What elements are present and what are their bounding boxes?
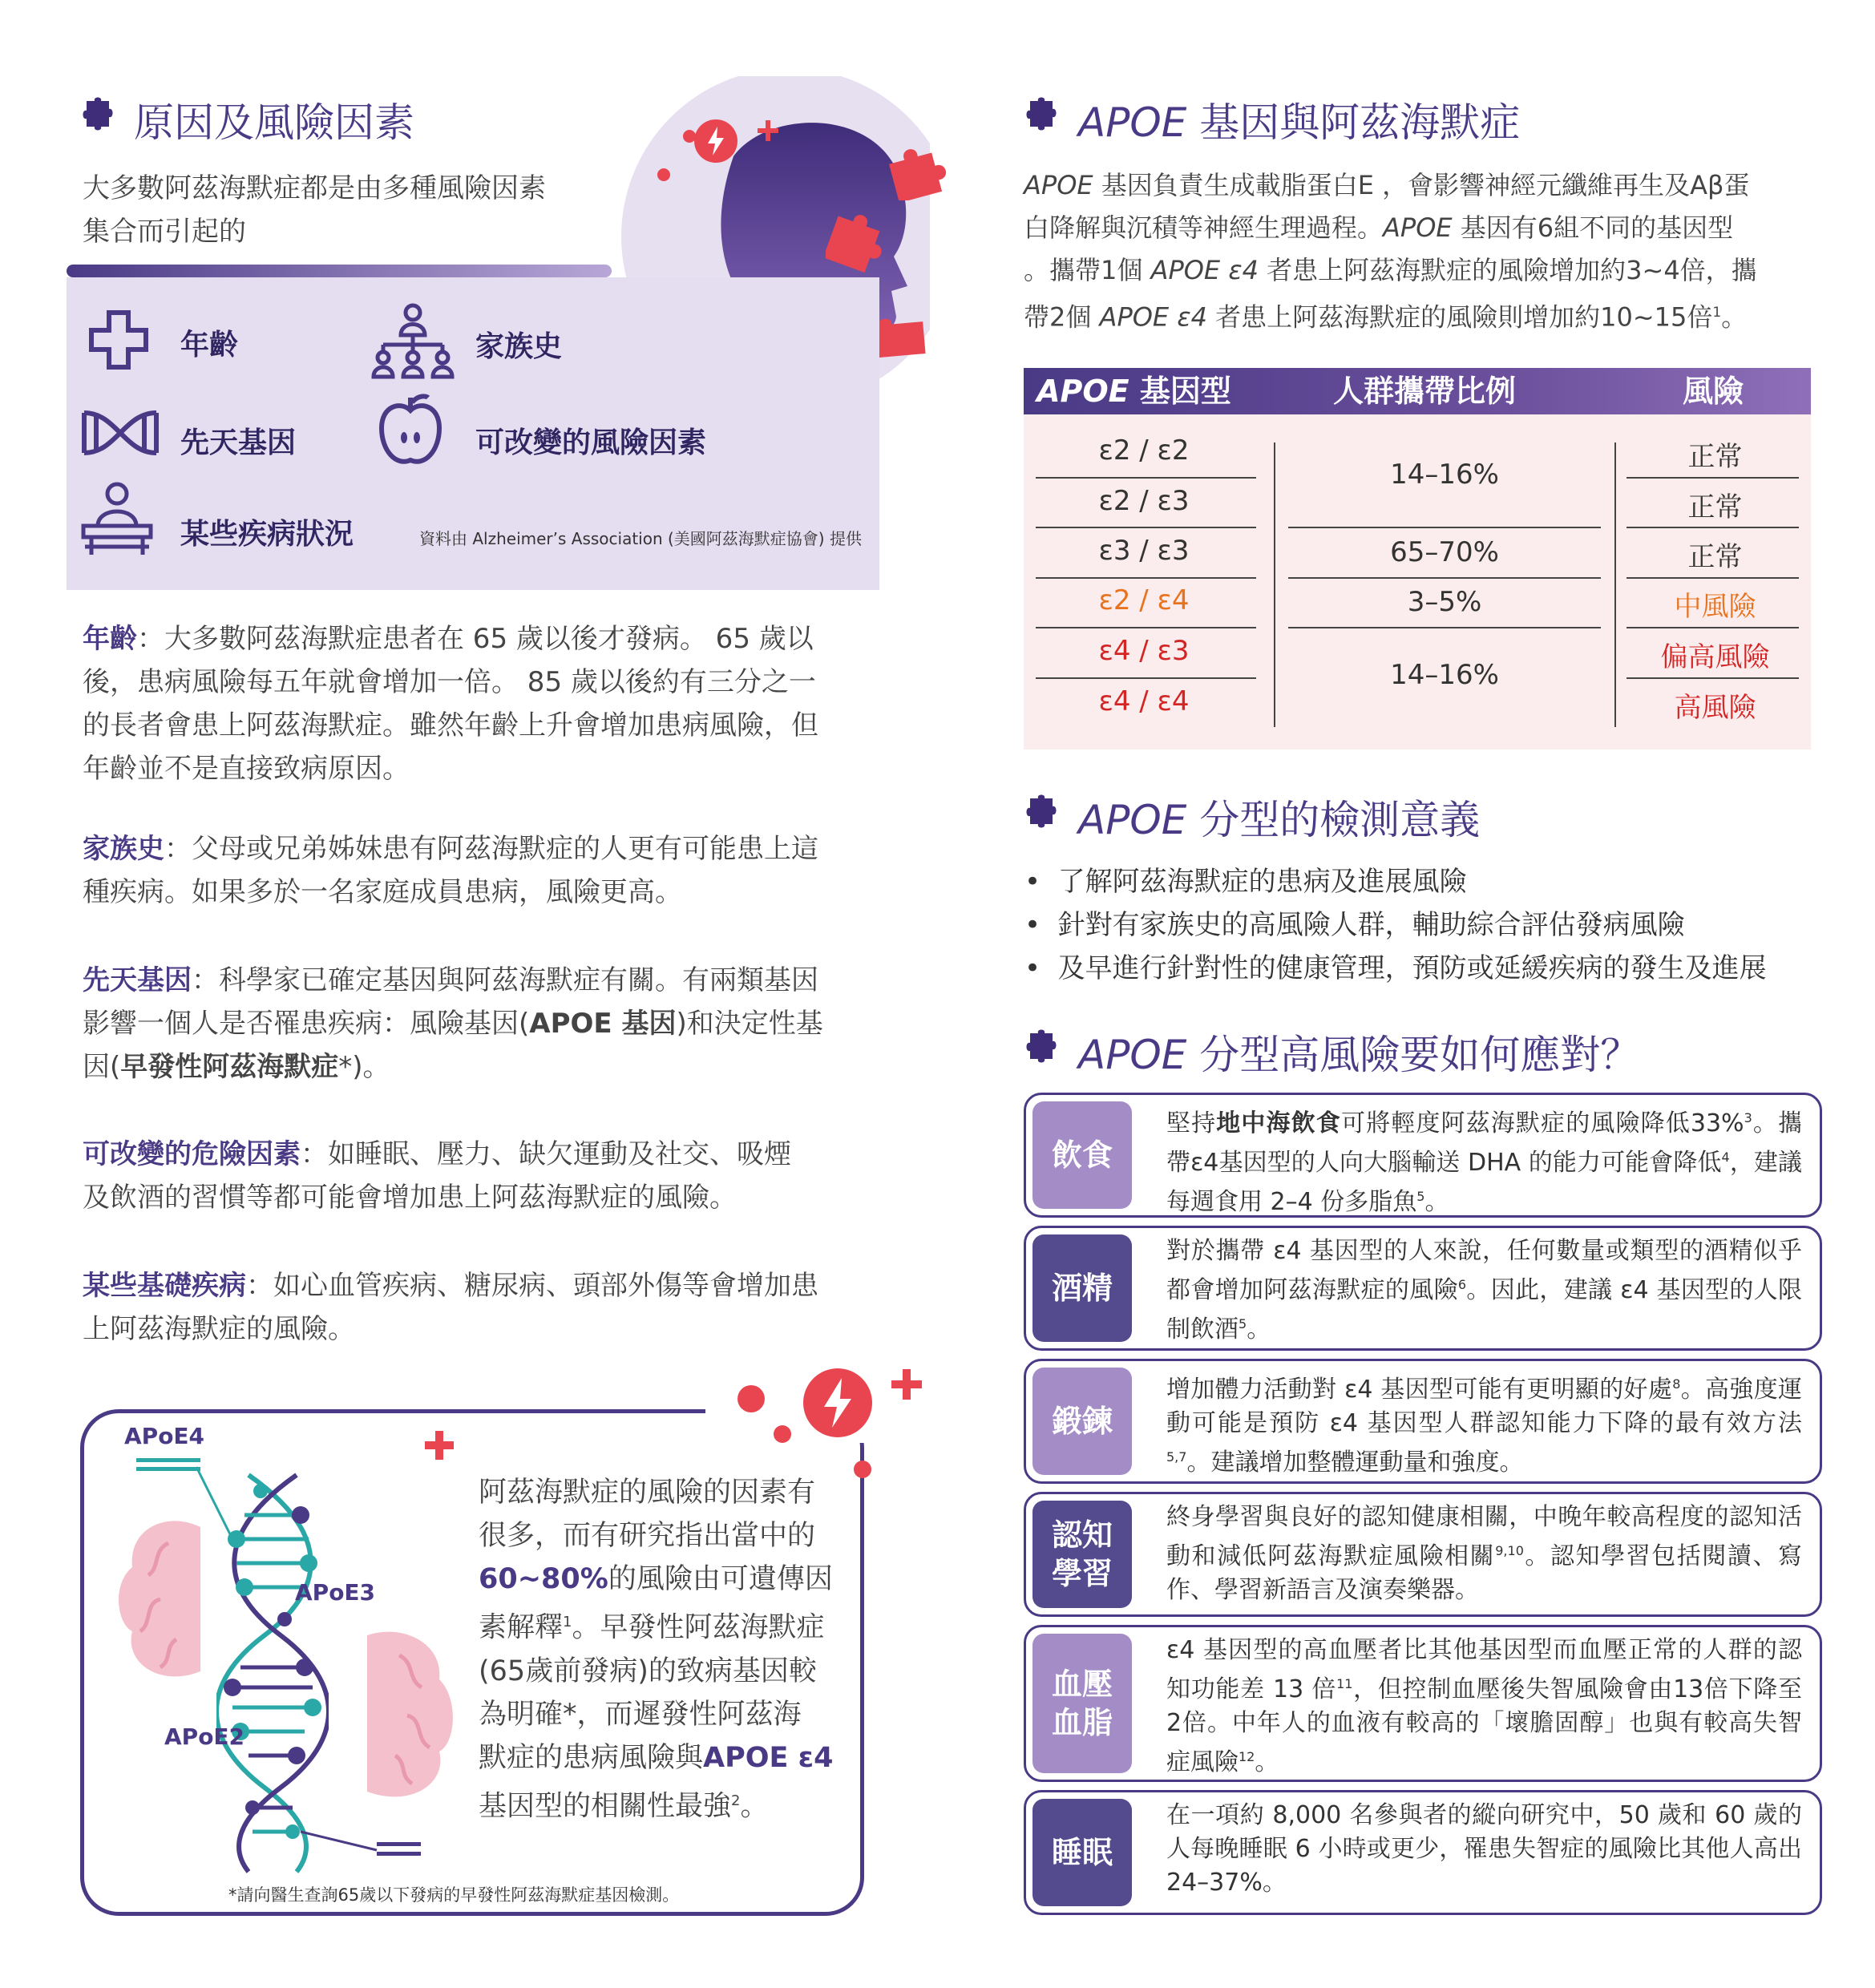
dna-text-line: 。 (740, 1790, 769, 1823)
card-text (1166, 1501, 1802, 1607)
puzzle-piece-icon (888, 144, 952, 204)
apoe-italic: APOE ε4 (1099, 301, 1207, 333)
row-divider (1288, 577, 1601, 579)
risk-cell: 正常 (1687, 491, 1743, 523)
card-text-part: ，但控制血壓後失智風險會由13倍下降至2倍。中年人的血液有較高的「壞膽固醇」也與有較高失智症風險 (1166, 1675, 1802, 1776)
dna-footnote: *請向醫生查詢65歲以下發病的早發性阿茲海默症基因檢測。 (228, 1885, 680, 1905)
dna-text-line: 的風險由可遺傳因 (608, 1563, 833, 1595)
row-divider (1036, 627, 1256, 628)
factor-family: 家族史 (475, 330, 563, 363)
card-label: 血壓血脂 (1032, 1634, 1132, 1773)
para-line: *)。 (338, 1051, 390, 1083)
card-label: 認知學習 (1032, 1501, 1132, 1608)
dna-text-line: 阿茲海默症的風險的因素有 (479, 1477, 816, 1509)
genotype-table-body (1024, 414, 1811, 750)
dna-highlight: APOE ε4 (703, 1741, 834, 1774)
para-label: 某些基礎疾病 (83, 1270, 246, 1302)
para-bold: APOE 基因 (529, 1008, 677, 1040)
row-divider (1626, 577, 1799, 579)
card-superscript: 9,10 (1495, 1543, 1524, 1558)
para-line: 上阿茲海默症的風險。 (83, 1313, 355, 1345)
card-superscript: 6 (1457, 1277, 1467, 1292)
puzzle-bullet-icon (1022, 96, 1057, 131)
red-dot-icon (854, 1461, 871, 1478)
para-line: 種疾病。如果多於一名家庭成員患病，風險更高。 (83, 876, 682, 908)
row-divider (1626, 527, 1799, 528)
dna-label-apoe4: APoE4 (124, 1423, 205, 1449)
row-divider (1626, 627, 1799, 628)
para-line: ：如睡眠、壓力、缺欠運動及社交、吸煙 (301, 1138, 791, 1170)
puzzle-bullet-icon (1022, 1028, 1057, 1064)
risk-cell: 中風險 (1674, 591, 1756, 623)
card-label: 酒精 (1032, 1234, 1132, 1342)
causes-intro-line: 集合而引起的 (83, 216, 246, 248)
para-line: )和決定性基 (676, 1008, 823, 1040)
plus-icon (425, 1431, 454, 1460)
factor-modifiable: 可改變的風險因素 (475, 426, 707, 459)
th-text: 基因型 (1129, 374, 1231, 409)
card-text-part: 。認知學習包括閱讀、寫作、學習新語言及演奏樂器。 (1166, 1542, 1803, 1604)
apoe-text: 帶2個 (1024, 301, 1100, 333)
dna-text-line: 為明確*，而遲發性阿茲海 (479, 1698, 802, 1731)
section-title-testing (1078, 788, 1480, 846)
card-text (1166, 1368, 1802, 1480)
para-line: ：大多數阿茲海默症患者在 65 歲以後才發病。 65 歲以 (137, 623, 814, 655)
card-text-part: 增加體力活動對 ε4 基因型可能有更明顯的好處 (1166, 1376, 1673, 1404)
genotype-cell: ε3 / ε3 (1098, 535, 1190, 567)
col-divider (1274, 442, 1275, 727)
para-line: 的長者會患上阿茲海默症。雖然年齡上升會增加患病風險，但 (83, 709, 818, 741)
card-text-part: 。 (1255, 1748, 1279, 1776)
para-line: 因( (83, 1051, 121, 1083)
teal-lines-icon (136, 1457, 200, 1473)
card-text: 在一項約 8,000 名參與者的縱向研究中，50 歲和 60 歲的人每晚睡眠 6 小時或更少，罹患失智症的風險比其他人高出 24–37%。 (1166, 1801, 1802, 1897)
card-text-part: 。 (1247, 1315, 1271, 1344)
apoe-text: 基因負責生成載脂蛋白E ，會影響神經元纖維再生及Aβ蛋 (1093, 170, 1750, 200)
apoe-superscript: 1 (1712, 305, 1722, 321)
row-divider (1036, 677, 1256, 679)
para-line: 年齡並不是直接致病原因。 (83, 753, 410, 785)
risk-cell: 高風險 (1674, 692, 1756, 724)
row-divider (1626, 677, 1799, 679)
factor-age: 年齡 (180, 329, 239, 362)
th-italic: APOE (1037, 374, 1129, 409)
row-divider (1036, 477, 1256, 479)
card-superscript: 8 (1672, 1376, 1681, 1392)
testing-bullets (1024, 860, 1767, 990)
card-text-part: 。建議增加整體運動量和強度。 (1186, 1449, 1524, 1477)
puzzle-bullet-icon (1022, 794, 1057, 829)
genotype-cell: ε2 / ε4 (1098, 584, 1190, 616)
para-line: ：如心血管疾病、糖尿病、頭部外傷等會增加患 (246, 1270, 818, 1302)
red-dot-icon (774, 1425, 791, 1443)
strategy-card-blood (1024, 1625, 1822, 1782)
card-text-part: 堅持 (1166, 1109, 1217, 1137)
card-text (1166, 1101, 1802, 1219)
dna-box-text (479, 1471, 833, 1828)
factor-diseases: 某些疾病狀況 (180, 518, 354, 551)
bullet-text: 針對有家族史的高風險人群，輔助綜合評估發病風險 (1057, 909, 1685, 941)
dna-text-line: 基因型的相關性最強 (479, 1790, 732, 1823)
title-italic: APOE (1078, 1032, 1187, 1078)
card-text-part: ，建議每週食用 2–4 份多脂魚 (1166, 1149, 1803, 1216)
carrier-cell: 3–5% (1407, 586, 1482, 618)
para-label: 先天基因 (83, 964, 192, 996)
dna-superscript: 1 (563, 1614, 572, 1630)
strategy-card-alcohol (1024, 1226, 1822, 1351)
section-title-apoe (1078, 91, 1520, 148)
apoe-text: 白降解與沉積等神經生理過程。 (1024, 212, 1384, 243)
card-superscript: 5,7 (1166, 1449, 1187, 1465)
genotype-cell: ε4 / ε3 (1098, 635, 1190, 667)
para-line: ：科學家已確定基因與阿茲海默症有關。有兩類基因 (192, 964, 818, 996)
para-line: 及飲酒的習慣等都可能會增加患上阿茲海默症的風險。 (83, 1182, 737, 1214)
intro-underline-bar (67, 265, 612, 277)
causes-intro (83, 167, 546, 253)
apoe-italic: APOE ε4 (1150, 255, 1259, 285)
title-text: 基因與阿茲海默症 (1186, 99, 1521, 146)
row-divider (1288, 627, 1601, 628)
pointer-line (297, 1828, 425, 1860)
card-text-part: 對於攜帶 ε4 基因型的人來說，任何數量或類型的酒精似乎都會增加阿茲海默症的風險 (1166, 1237, 1802, 1304)
card-text-part: 。因此，建議 ε4 基因型的人限制飲酒 (1166, 1276, 1803, 1344)
plus-outline-icon (88, 309, 149, 374)
carrier-cell: 14–16% (1390, 659, 1499, 691)
apoe-paragraph (1024, 164, 1757, 339)
card-superscript: 4 (1721, 1150, 1730, 1165)
row-divider (1036, 577, 1256, 579)
apoe-text: 基因有6組不同的基因型 (1452, 212, 1734, 243)
para-genes (83, 959, 872, 1089)
apoe-text: 者患上阿茲海默症的風險增加約3~4倍，攜 (1258, 255, 1757, 285)
bullet-item: • 了解阿茲海默症的患病及進展風險 (1024, 866, 1467, 898)
lightning-icon (693, 119, 738, 164)
row-divider (1036, 527, 1256, 528)
dna-highlight: 60~80% (479, 1563, 608, 1595)
para-line: 影響一個人是否罹患疾病：風險基因( (83, 1008, 530, 1040)
row-divider (1288, 527, 1601, 528)
source-note: 資料由 Alzheimer’s Association (美國阿茲海默症協會) 提供 (419, 529, 862, 548)
para-line: ：父母或兄弟姊妹患有阿茲海默症的人更有可能患上這 (164, 833, 818, 865)
card-label: 睡眠 (1032, 1799, 1132, 1906)
strategy-card-exercise (1024, 1359, 1822, 1484)
title-italic: APOE (1078, 99, 1187, 146)
causes-intro-line: 大多數阿茲海默症都是由多種風險因素 (83, 172, 546, 204)
lightning-icon (802, 1367, 874, 1439)
dna-text-line: 默症的患病風險與 (479, 1741, 704, 1774)
section-title-causes: 原因及風險因素 (134, 99, 414, 146)
red-dot-icon (657, 168, 670, 181)
section-title-coping (1078, 1023, 1640, 1081)
para-label: 年齡 (83, 623, 137, 655)
card-superscript: 5 (1239, 1316, 1247, 1331)
para-age (83, 617, 872, 790)
dna-label-apoe2: APoE2 (164, 1723, 245, 1750)
genotype-cell: ε2 / ε3 (1098, 485, 1190, 517)
card-text (1166, 1634, 1802, 1780)
dna-text-line: 很多，而有研究指出當中的 (479, 1520, 816, 1552)
para-label: 可改變的危險因素 (83, 1138, 301, 1170)
family-tree-icon (369, 303, 457, 382)
para-diseases (83, 1264, 872, 1351)
risk-cell: 正常 (1687, 441, 1743, 473)
th-carrier: 人群攜帶比例 (1332, 374, 1516, 409)
risk-cell: 偏高風險 (1660, 641, 1770, 673)
title-italic: APOE (1078, 797, 1187, 843)
card-superscript: 12 (1239, 1749, 1255, 1764)
red-dot-icon (737, 1385, 765, 1412)
puzzle-piece-icon (826, 212, 890, 280)
card-superscript: 3 (1744, 1110, 1752, 1125)
dna-text-line: (65歲前發病)的致病基因較 (479, 1655, 817, 1687)
card-text-part: 可將輕度阿茲海默症的風險降低33% (1340, 1109, 1744, 1137)
risk-cell: 正常 (1687, 541, 1743, 573)
apple-icon (377, 393, 444, 473)
card-text-part: ε4 基因型的高血壓者比其他基因型而血壓正常的人群的認知功能差 13 倍 (1166, 1636, 1802, 1703)
red-dot-icon (683, 130, 696, 143)
genotype-cell: ε4 / ε4 (1098, 685, 1190, 717)
card-text (1166, 1234, 1802, 1347)
dna-strand-icon (80, 409, 160, 460)
apoe-italic: APOE (1383, 212, 1453, 243)
dna-superscript: 2 (731, 1792, 741, 1809)
plus-icon (891, 1369, 922, 1400)
genotype-cell: ε2 / ε2 (1098, 434, 1190, 467)
card-text-part: 終身學習與良好的認知健康相關，中晚年較高程度的認知活動和減低阿茲海默症風險相關 (1166, 1503, 1802, 1570)
card-bold: 地中海飲食 (1216, 1109, 1341, 1137)
puzzle-bullet-icon (79, 96, 114, 131)
apoe-italic: APOE (1024, 170, 1093, 200)
patient-icon (80, 481, 154, 560)
para-modifiable (83, 1133, 872, 1219)
brain-icon (351, 1623, 459, 1808)
card-label: 鍛鍊 (1032, 1368, 1132, 1475)
apoe-text: 。 (1721, 301, 1748, 333)
para-line: 後，患病風險每五年就會增加一倍。 85 歲以後約有三分之一 (83, 666, 816, 698)
para-label: 家族史 (83, 833, 164, 865)
card-superscript: 11 (1336, 1676, 1353, 1691)
row-divider (1626, 477, 1799, 479)
dna-label-apoe3: APoE3 (295, 1579, 376, 1606)
para-family (83, 827, 872, 914)
factor-genes: 先天基因 (180, 426, 297, 459)
bullet-text: 及早進行針對性的健康管理，預防或延緩疾病的發生及進展 (1057, 952, 1767, 984)
title-text: 分型的檢測意義 (1186, 797, 1481, 843)
bullet-text: 了解阿茲海默症的患病及進展風險 (1057, 866, 1467, 898)
th-genotype (1024, 368, 1244, 414)
dna-text-line: 。早發性阿茲海默症 (572, 1611, 825, 1644)
card-text-part: 。 (1424, 1188, 1449, 1216)
dna-text-line: 素解釋 (479, 1611, 564, 1644)
apoe-text: 。攜帶1個 (1024, 255, 1151, 285)
apoe-text: 者患上阿茲海默症的風險則增加約10~15倍 (1206, 301, 1713, 333)
col-divider (1614, 442, 1616, 727)
para-bold: 早發性阿茲海默症 (120, 1051, 339, 1083)
card-text-part: 。攜帶ε4基因型的人向大腦輸送 DHA 的能力可能會降低 (1166, 1109, 1803, 1177)
bullet-item: • 及早進行針對性的健康管理，預防或延緩疾病的發生及進展 (1024, 952, 1767, 984)
pointer-line (192, 1463, 240, 1543)
card-text-part: 。高強度運動可能是預防 ε4 基因型人群認知能力下降的最有效方法 (1166, 1376, 1803, 1437)
card-label: 飲食 (1032, 1101, 1132, 1209)
carrier-cell: 65–70% (1390, 536, 1499, 568)
title-text: 分型高風險要如何應對？ (1186, 1032, 1641, 1078)
carrier-cell: 14–16% (1390, 459, 1499, 491)
bullet-item: • 針對有家族史的高風險人群，輔助綜合評估發病風險 (1024, 909, 1685, 941)
strategy-card-diet (1024, 1093, 1822, 1218)
strategy-card-cognitive (1024, 1492, 1822, 1617)
strategy-card-sleep (1024, 1790, 1822, 1915)
plus-icon (758, 120, 778, 141)
card-superscript: 5 (1416, 1189, 1425, 1204)
th-risk: 風險 (1682, 374, 1744, 409)
genotype-table-header (1024, 368, 1811, 414)
